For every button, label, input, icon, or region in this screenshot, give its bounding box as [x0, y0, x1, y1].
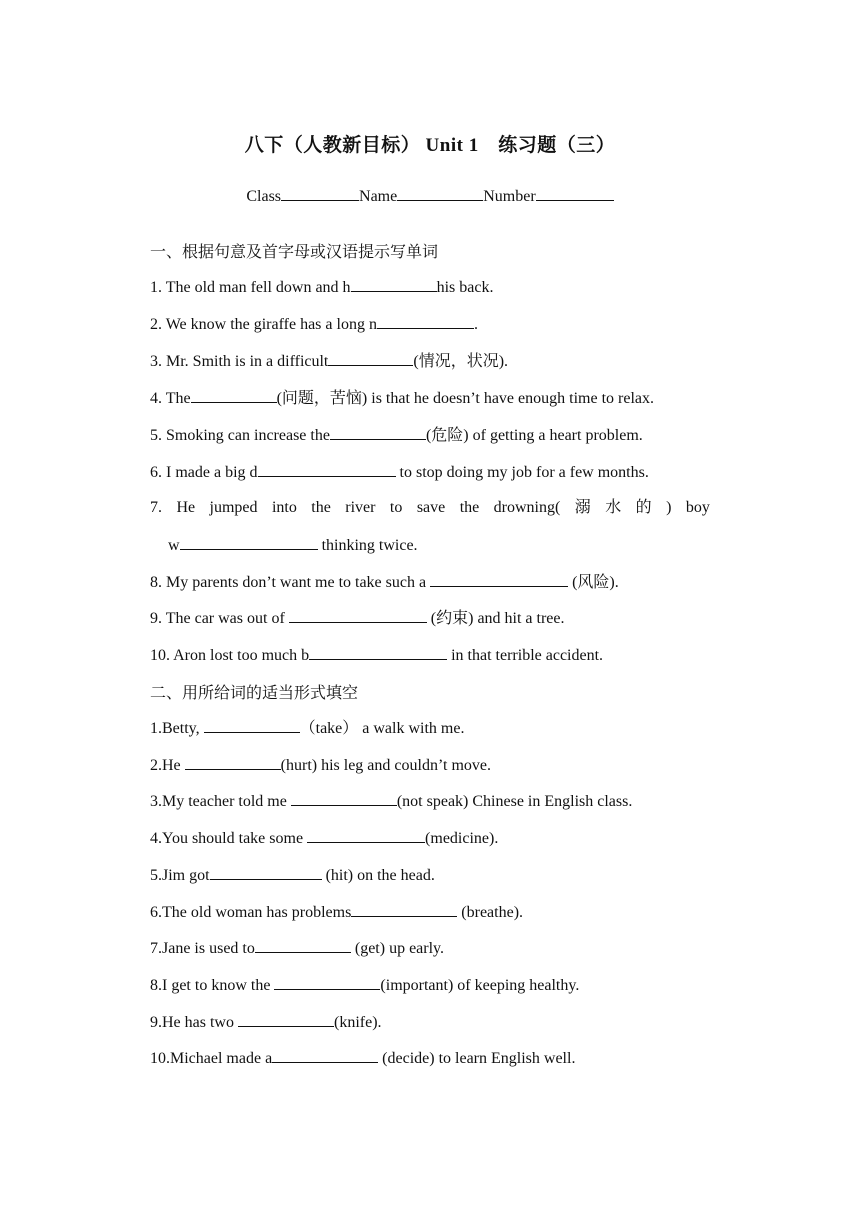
s1-q6-text: 6. I made a big d — [150, 464, 258, 481]
s1-q1-text-end: his back. — [436, 279, 494, 296]
s2-q8-blank[interactable] — [274, 975, 380, 990]
s2-q8-text: 8.I get to know the — [150, 977, 275, 994]
s1-q4-text-end: (问题，苦恼) is that he doesn’t have enough time to relax. — [276, 390, 654, 407]
s1-q1-blank[interactable] — [351, 277, 437, 292]
s1-question-9 — [150, 608, 710, 629]
s2-q8-text-end: (important) of keeping healthy. — [380, 977, 580, 994]
s1-q7-word: boy — [685, 499, 710, 516]
s1-q10-text-end: in that terrible accident. — [447, 647, 604, 664]
s1-question-4 — [150, 388, 710, 409]
s1-q5-text: 5. Smoking can increase the — [150, 427, 330, 444]
s2-q1-blank[interactable] — [204, 718, 300, 733]
s1-question-8 — [150, 572, 710, 593]
s1-q7-word: 水 — [605, 499, 622, 516]
s1-q5-blank[interactable] — [330, 425, 426, 440]
s2-q6-blank[interactable] — [351, 902, 457, 917]
s2-question-1 — [150, 718, 710, 739]
s1-q7-blank[interactable] — [180, 535, 318, 550]
s1-q8-text: 8. My parents don’t want me to take such a — [150, 574, 431, 591]
s2-q10-text: 10.Michael made a — [150, 1050, 273, 1067]
s2-q9-blank[interactable] — [238, 1012, 334, 1027]
s1-question-7-line1 — [150, 498, 710, 518]
s1-q4-text: 4. The — [150, 390, 191, 407]
s1-question-7-line2 — [168, 535, 728, 556]
s2-question-8 — [150, 975, 710, 996]
s1-q7-word: drowning( — [493, 499, 561, 516]
s2-q4-text: 4.You should take some — [150, 830, 308, 847]
s1-question-2 — [150, 314, 710, 335]
s2-q7-blank[interactable] — [255, 938, 351, 953]
s2-question-3 — [150, 791, 710, 812]
s2-question-7 — [150, 938, 710, 959]
s1-q8-text-end: (风险). — [568, 574, 619, 591]
s2-q3-blank[interactable] — [291, 791, 397, 806]
s1-q7-word: 溺 — [574, 499, 591, 516]
s2-question-9 — [150, 1012, 710, 1033]
section1-heading: 一、根据句意及首字母或汉语提示写单词 — [150, 244, 439, 261]
s2-q9-text-end: (knife). — [333, 1014, 382, 1031]
s2-q1-text-end: （take） a walk with me. — [299, 720, 465, 737]
s1-q7-word: He — [176, 499, 196, 516]
number-blank[interactable] — [536, 186, 614, 201]
s1-q10-blank[interactable] — [309, 645, 447, 660]
s1-q7-word: the — [459, 499, 480, 516]
class-blank[interactable] — [281, 186, 359, 201]
student-info-line — [0, 186, 860, 206]
s1-q1-text: 1. The old man fell down and h — [150, 279, 351, 296]
s2-question-4 — [150, 828, 710, 849]
s1-q10-text: 10. Aron lost too much b — [150, 647, 310, 664]
s1-q7-word: into — [271, 499, 297, 516]
s2-question-2 — [150, 755, 710, 776]
s1-q7-word: 7. — [150, 499, 162, 516]
s1-q5-text-end: (危险) of getting a heart problem. — [425, 427, 643, 444]
s2-q5-blank[interactable] — [210, 865, 322, 880]
s1-q3-blank[interactable] — [328, 351, 413, 366]
number-label: Number — [483, 188, 536, 205]
s2-q10-blank[interactable] — [272, 1048, 378, 1063]
s1-q7-word: river — [345, 499, 376, 516]
s2-question-5 — [150, 865, 710, 886]
s2-q10-text-end: (decide) to learn English well. — [378, 1050, 576, 1067]
s2-q7-text-end: (get) up early. — [350, 940, 445, 957]
s1-q9-text-end: (约束) and hit a tree. — [426, 610, 565, 627]
page-title: 八下（人教新目标） Unit 1 练习题（三） — [244, 135, 616, 156]
s2-q5-text: 5.Jim got — [150, 867, 210, 884]
s1-q7-text-end: thinking twice. — [317, 537, 418, 554]
s2-question-10 — [150, 1048, 710, 1069]
s2-q6-text: 6.The old woman has problems — [150, 904, 352, 921]
s2-q3-text-end: (not speak) Chinese in English class. — [396, 793, 633, 810]
s2-q4-blank[interactable] — [307, 828, 425, 843]
class-label: Class — [246, 188, 282, 205]
s2-q6-text-end: (breathe). — [457, 904, 524, 921]
s2-q9-text: 9.He has two — [150, 1014, 238, 1031]
s2-q3-text: 3.My teacher told me — [150, 793, 291, 810]
s1-question-10 — [150, 645, 710, 666]
s1-q8-blank[interactable] — [430, 572, 568, 587]
s1-q7-text: w — [168, 537, 180, 554]
s1-q6-text-end: to stop doing my job for a few months. — [395, 464, 649, 481]
s2-q4-text-end: (medicine). — [425, 830, 499, 847]
s1-q7-word: 的 — [635, 499, 652, 516]
s1-q2-text: 2. We know the giraffe has a long n — [150, 316, 377, 333]
s2-question-6 — [150, 902, 710, 923]
s1-q3-text-end: (情况，状况). — [413, 353, 509, 370]
s2-q2-text-end: (hurt) his leg and couldn’t move. — [280, 757, 491, 774]
s2-q2-text: 2.He — [150, 757, 185, 774]
s2-q5-text-end: (hit) on the head. — [321, 867, 435, 884]
s1-q7-word: to — [389, 499, 403, 516]
s2-q7-text: 7.Jane is used to — [150, 940, 255, 957]
s1-q3-text: 3. Mr. Smith is in a difficult — [150, 353, 329, 370]
s1-q6-blank[interactable] — [258, 462, 396, 477]
s1-q7-word: save — [416, 499, 446, 516]
s1-question-1 — [150, 277, 710, 298]
name-blank[interactable] — [397, 186, 483, 201]
s1-q7-word: ) — [666, 499, 672, 516]
s1-q2-text-end: . — [473, 316, 478, 333]
s1-question-6 — [150, 462, 710, 483]
s1-q4-blank[interactable] — [191, 388, 277, 403]
s1-question-5 — [150, 425, 710, 446]
s1-q2-blank[interactable] — [377, 314, 474, 329]
s1-question-3 — [150, 351, 710, 372]
s2-q2-blank[interactable] — [185, 755, 281, 770]
s1-q7-word: jumped — [209, 499, 258, 516]
s1-q7-word: the — [311, 499, 331, 516]
s1-q9-blank[interactable] — [289, 608, 427, 623]
s1-q9-text: 9. The car was out of — [150, 610, 289, 627]
name-label: Name — [359, 188, 398, 205]
s2-q1-text: 1.Betty, — [150, 720, 204, 737]
section2-heading: 二、用所给词的适当形式填空 — [150, 685, 359, 702]
